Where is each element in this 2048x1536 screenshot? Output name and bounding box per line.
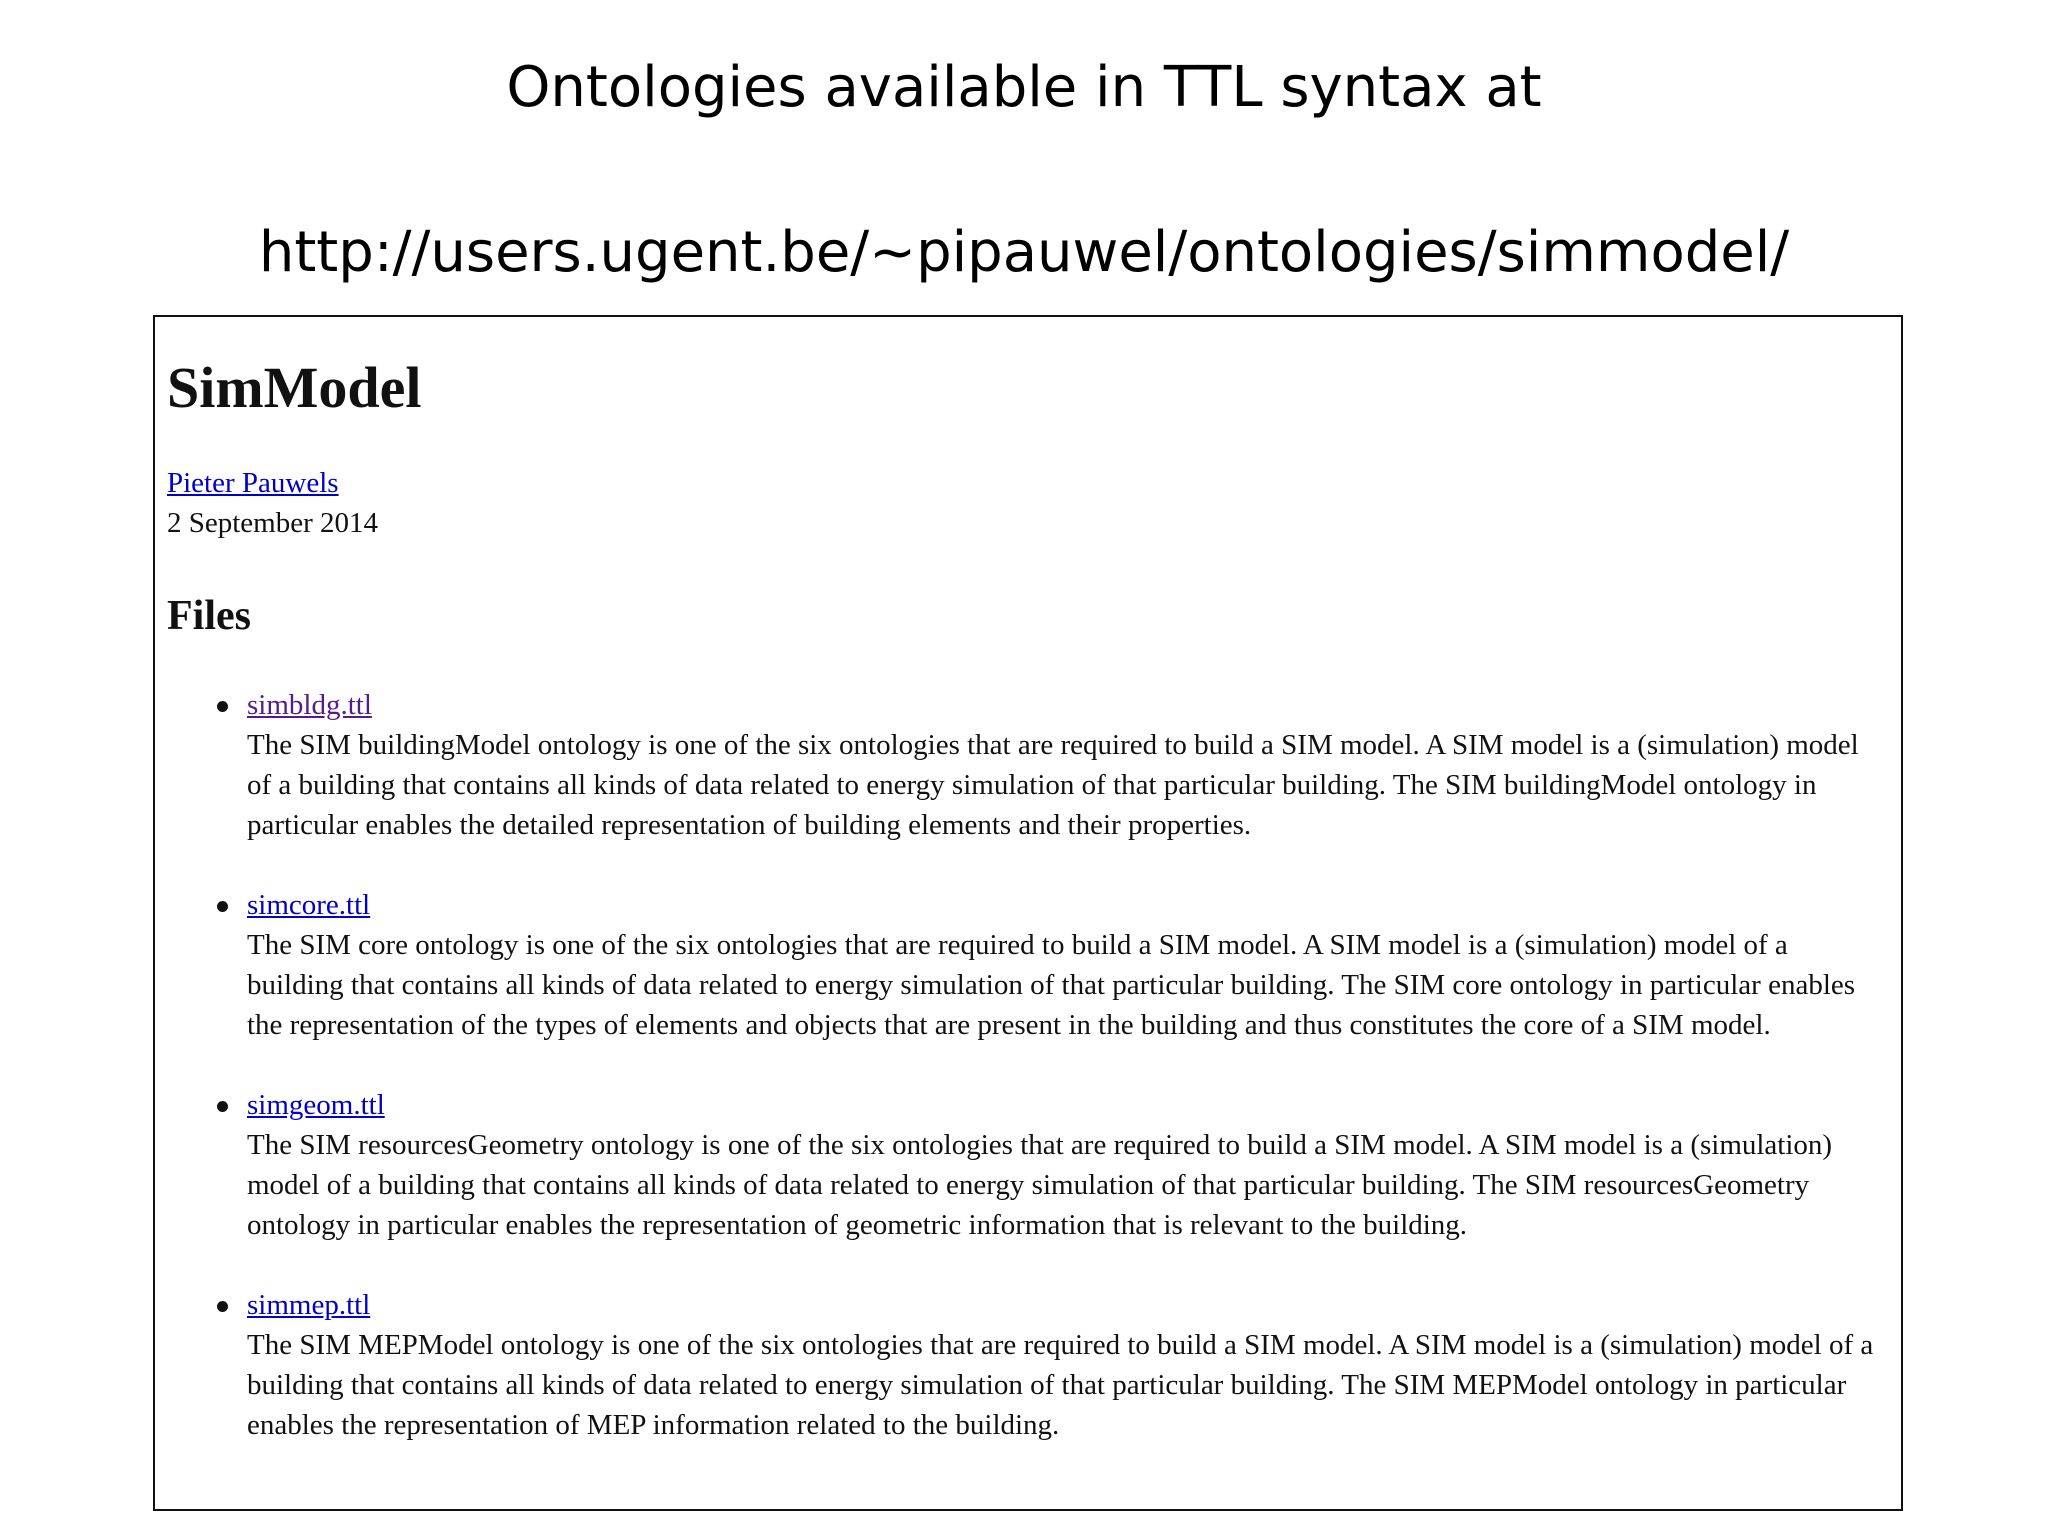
publication-date: 2 September 2014 bbox=[167, 507, 379, 539]
list-item bbox=[167, 1285, 1887, 1445]
file-list bbox=[167, 685, 1887, 1445]
bullet-icon bbox=[217, 1101, 228, 1112]
web-page bbox=[167, 337, 1887, 1485]
author-link[interactable]: Pieter Pauwels bbox=[167, 467, 339, 499]
browser-screenshot bbox=[153, 315, 1903, 1511]
list-item bbox=[167, 885, 1887, 1045]
file-link-simcore[interactable]: simcore.ttl bbox=[247, 889, 371, 921]
page-meta bbox=[167, 463, 1887, 543]
bullet-icon bbox=[217, 901, 228, 912]
file-description: The SIM resourcesGeometry ontology is one of the six ontologies that are required to build a SIM model. A SIM model is a (simulation) model of a building that contains all kinds of data related to energy simulation of that particular building. The SIM resourcesGeometry ontology in particular enables the representation of geometric information that is relevant to the building. bbox=[247, 1129, 1833, 1241]
file-description: The SIM core ontology is one of the six ontologies that are required to build a SIM model. A SIM model is a (simulation) model of a building that contains all kinds of data related to energy simulation of that particular building. The SIM core ontology in particular enables the representation of the types of elements and objects that are present in the building and thus constitutes the core of a SIM model. bbox=[247, 929, 1856, 1041]
file-link-simmep[interactable]: simmep.ttl bbox=[247, 1289, 371, 1321]
files-heading: Files bbox=[167, 593, 251, 639]
page-title: SimModel bbox=[167, 355, 422, 420]
list-item bbox=[167, 1085, 1887, 1245]
file-link-simbldg[interactable]: simbldg.ttl bbox=[247, 689, 372, 721]
file-description: The SIM MEPModel ontology is one of the six ontologies that are required to build a SIM model. A SIM model is a (simulation) model of a building that contains all kinds of data related to energy simulation of that particular building. The SIM MEPModel ontology in particular enables the representation of MEP information related to the building. bbox=[247, 1329, 1874, 1441]
bullet-icon bbox=[217, 1301, 228, 1312]
bullet-icon bbox=[217, 701, 228, 712]
file-link-simgeom[interactable]: simgeom.ttl bbox=[247, 1089, 385, 1121]
slide-url: http://users.ugent.be/~pipauwel/ontologies/simmodel/ bbox=[258, 220, 1790, 285]
slide-title: Ontologies available in TTL syntax at bbox=[506, 55, 1542, 120]
file-description: The SIM buildingModel ontology is one of the six ontologies that are required to build a SIM model. A SIM model is a (simulation) model of a building that contains all kinds of data related to energy simulation of that particular building. The SIM buildingModel ontology in particular enables the detailed representation of building elements and their properties. bbox=[247, 729, 1859, 841]
list-item bbox=[167, 685, 1887, 845]
